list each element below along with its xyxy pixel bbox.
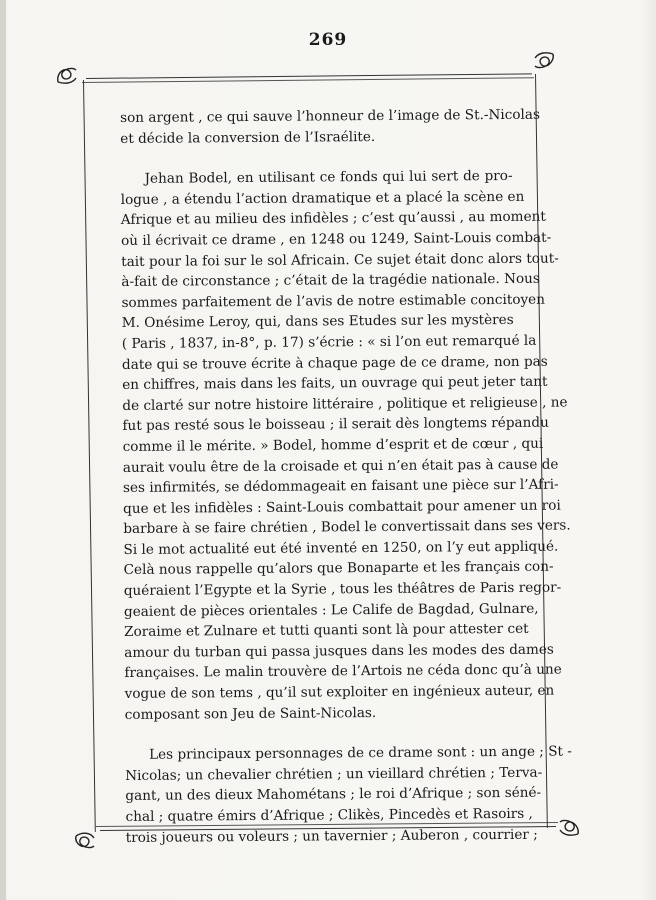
text-line: Jehan Bodel, en utilisant ce fonds qui lui sert de pro- <box>144 168 513 187</box>
text-line: Afrique et au milieu des infidèles ; c’est qu’aussi , au moment <box>120 209 546 229</box>
text-line: Zoraime et Zulnare et tutti quanti sont là pour attester cet <box>124 621 529 641</box>
text-line: Les principaux personnages de ce drame sont : un ange ; St - <box>149 743 572 764</box>
text-line: barbare à se faire chrétien , Bodel le convertissait dans ses vers. <box>123 517 571 538</box>
text-line: de clarté sur notre histoire littéraire , politique et religieuse , ne <box>122 394 568 414</box>
text-line: aurait voulu être de la croisade et qui n’en était pas à cause de <box>122 456 559 476</box>
text-line: M. Onésime Leroy, qui, dans ses Etudes sur les mystères <box>121 312 514 332</box>
text-line: Nicolas; un chevalier chrétien ; un vieillard chrétien ; Terva- <box>125 764 543 784</box>
paragraph <box>120 166 571 725</box>
corner-ornament-top-left-icon <box>54 62 80 88</box>
corner-ornament-top-right-icon <box>531 48 557 74</box>
text-line: ses infirmités, se dédommageait en faisant une pièce sur l’Afri- <box>122 476 559 497</box>
text-line: Si le mot actualité eut été inventé en 1250, on l’y eut appliqué. <box>123 538 559 558</box>
text-line: son argent , ce qui sauve l’honneur de l’image de St.-Nicolas <box>120 106 541 126</box>
text-line: à-fait de circonstance ; c’était de la tragédie nationale. Nous <box>121 270 540 291</box>
text-line: Celà nous rappelle qu’alors que Bonaparte et les français con- <box>123 559 554 579</box>
text-line: composant son Jeu de Saint-Nicolas. <box>124 704 377 723</box>
page-edge-shadow <box>0 0 6 900</box>
text-line: logue , a étendu l’action dramatique et a placé la scène en <box>120 188 525 208</box>
text-line: quéraient l’Egypte et la Syrie , tous les théâtres de Paris regor- <box>123 579 562 600</box>
text-line: chal ; quatre émirs d’Afrique ; Clikès, Pincedès et Rasoirs , <box>125 805 533 825</box>
text-line: gant, un des dieux Mahométans ; le roi d’Afrique ; son séné- <box>125 785 542 805</box>
text-line: où il écrivait ce drame , en 1248 ou 1249, Saint-Louis combat- <box>120 229 552 249</box>
text-line: en chiffres, mais dans les faits, un ouvrage qui peut jeter tant <box>122 373 548 394</box>
text-line: geaient de pièces orientales : Le Calife de Bagdad, Gulnare, <box>123 600 539 620</box>
corner-ornament-bottom-left-icon <box>72 828 98 854</box>
page-number: 269 <box>308 30 348 50</box>
text-line: comme il le mérite. » Bodel, homme d’esprit et de cœur , qui <box>122 435 544 455</box>
frame-left-rule <box>83 80 96 832</box>
text-line: que et les infidèles : Saint-Louis combattait pour amener un roi <box>123 497 561 517</box>
text-line: sommes parfaitement de l’avis de notre estimable concitoyen <box>121 291 546 311</box>
text-line: vogue de son tems , qu’il sut exploiter en ingénieux auteur, en <box>124 682 555 703</box>
text-line: fut pas resté sous le boisseau ; il serait dès longtems répandu <box>122 414 549 435</box>
text-line: amour du turban qui passa jusques dans les modes des dames <box>124 641 554 661</box>
text-line: ( Paris , 1837, in-8°, p. 17) s’écrie : « si l’on eut remarqué la <box>121 332 537 352</box>
paragraph <box>120 105 541 149</box>
text-line: françaises. Le malin trouvère de l’Artois ne céda donc qu’à une <box>124 661 562 682</box>
body-text <box>120 105 572 848</box>
text-line: date qui se trouve écrite à chaque page de ce drame, non pas <box>121 353 548 373</box>
corner-ornament-bottom-right-icon <box>556 814 582 840</box>
paragraph <box>125 742 572 848</box>
text-line: trois joueurs ou voleurs ; un tavernier ; Auberon , courrier ; <box>125 826 538 846</box>
text-line: et décide la conversion de l’Israélite. <box>120 128 376 147</box>
text-line: tait pour la foi sur le sol Africain. Ce sujet était donc alors tout- <box>121 250 559 270</box>
